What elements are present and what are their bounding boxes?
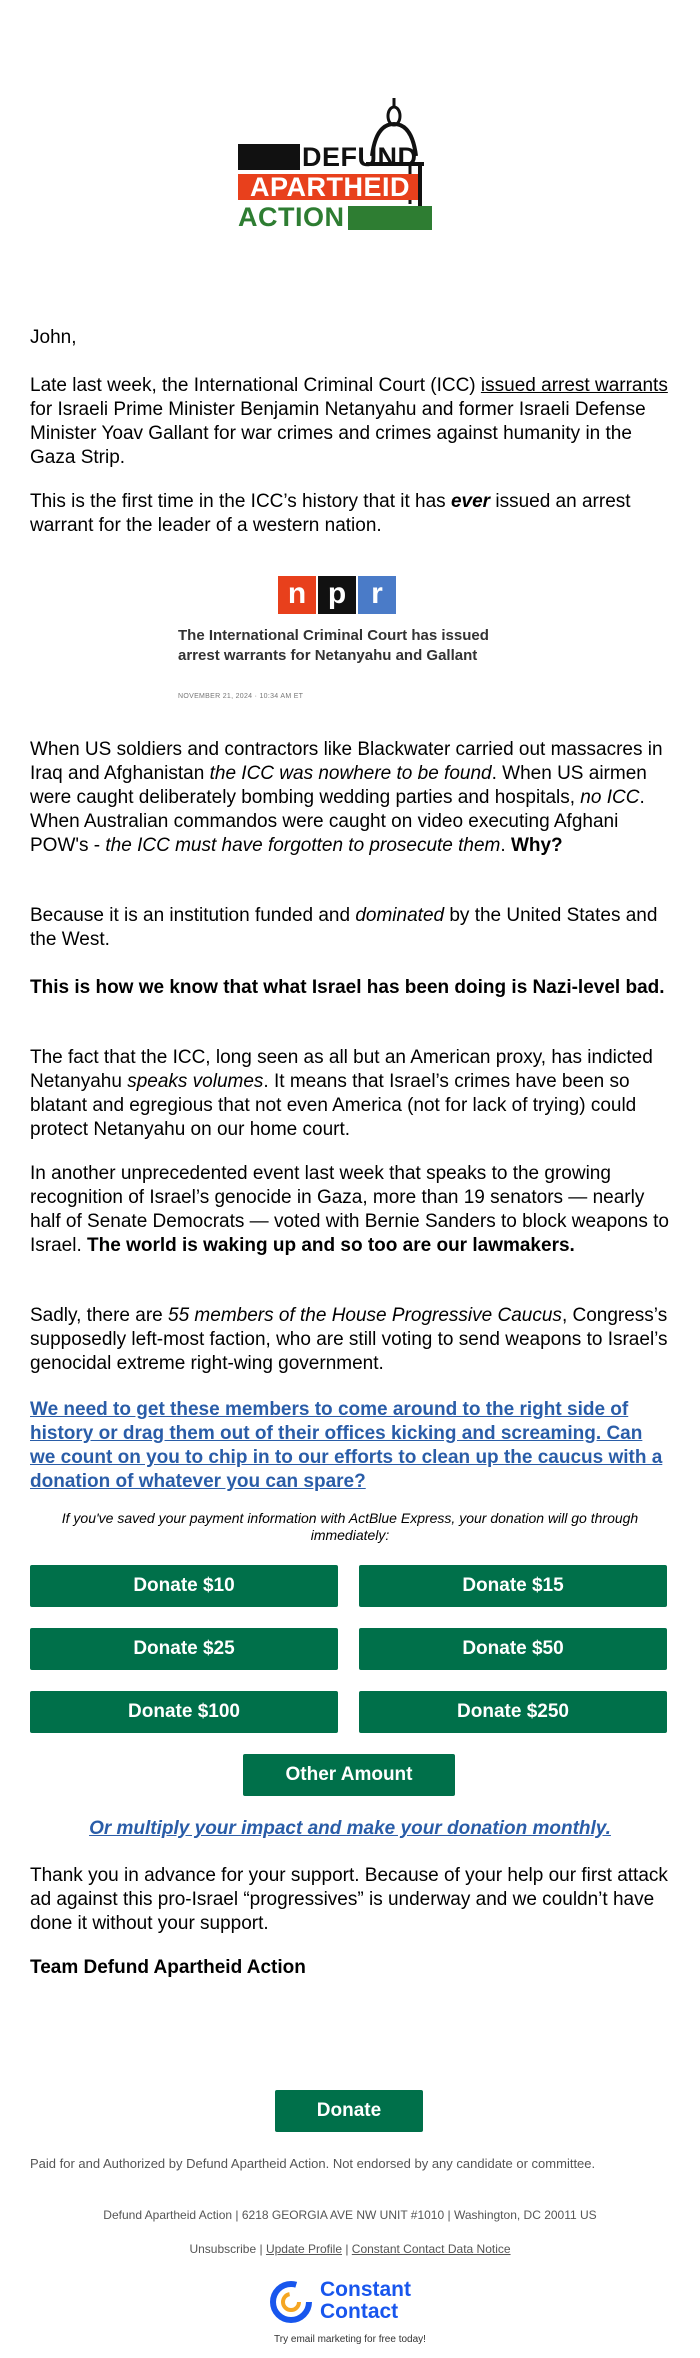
logo-bar-black bbox=[238, 144, 300, 170]
footer-links: Unsubscribe | Update Profile | Constant Contact Data Notice bbox=[189, 2242, 511, 2256]
constant-contact-swirl-icon bbox=[268, 2279, 314, 2325]
logo-word-action: ACTION bbox=[238, 202, 345, 232]
paragraph-nazi-level: This is how we know that what Israel has been doing is Nazi-level bad. bbox=[30, 977, 665, 998]
donate-main-button[interactable]: Donate bbox=[275, 2090, 423, 2132]
cta-paragraph bbox=[30, 1398, 670, 1494]
other-amount-button[interactable]: Other Amount bbox=[243, 1754, 455, 1796]
npr-letter-p: p bbox=[318, 576, 356, 614]
paragraph-thanks: Thank you in advance for your support. Because of your help our first attack ad against this pro-Israel “progressives” is underway and we couldn’t have done it without your support. bbox=[30, 1865, 668, 1934]
npr-logo bbox=[278, 576, 398, 614]
logo-word-defund: DEFUND bbox=[302, 142, 418, 172]
update-profile-link[interactable]: Update Profile bbox=[265, 2242, 342, 2256]
monthly-donation-row bbox=[30, 1818, 670, 1840]
constant-contact-logo[interactable] bbox=[268, 2277, 438, 2329]
donate-50-button[interactable]: Donate $50 bbox=[359, 1628, 667, 1670]
npr-letter-n: n bbox=[278, 576, 316, 614]
monthly-donation-link[interactable]: Or multiply your impact and make your donation monthly. bbox=[89, 1818, 611, 1839]
npr-letter-r: r bbox=[358, 576, 396, 614]
paragraph-indicted: The fact that the ICC, long seen as all but an American proxy, has indicted Netanyahu speaks volumes. It means that Israel’s crimes have been so blatant and egregious that not even America (not for lack of trying) could protect Netanyahu on our home court. bbox=[30, 1047, 653, 1140]
issued-arrest-warrants-link[interactable]: issued arrest warrants bbox=[480, 375, 668, 396]
npr-headline: The International Criminal Court has issued arrest warrants for Netanyahu and Gallant bbox=[178, 627, 489, 664]
paragraph-first-time: This is the first time in the ICC’s history that it has ever issued an arrest warrant for the leader of a western nation. bbox=[30, 491, 631, 536]
paid-for-disclaimer: Paid for and Authorized by Defund Apartheid Action. Not endorsed by any candidate or committee. bbox=[30, 2156, 596, 2171]
paragraph-progressive-caucus: Sadly, there are 55 members of the House Progressive Caucus, Congress’s supposedly left-most faction, who are still voting to send weapons to Israel’s genocidal extreme right-wing government. bbox=[30, 1305, 668, 1374]
npr-date: NOVEMBER 21, 2024 · 10:34 AM ET bbox=[178, 693, 304, 700]
data-notice-link[interactable]: Constant Contact Data Notice bbox=[351, 2242, 511, 2256]
paragraph-icc-warrants: Late last week, the International Criminal Court (ICC) issued arrest warrants for Israeli Prime Minister Benjamin Netanyahu and former Israeli Defense Minister Yoav Gallant for war crimes and crimes against humanity in the Gaza Strip. bbox=[30, 375, 668, 468]
footer-address: Defund Apartheid Action | 6218 GEORGIA AVE NW UNIT #1010 | Washington, DC 20011 US bbox=[103, 2208, 597, 2222]
defund-apartheid-logo bbox=[238, 96, 464, 236]
donate-100-button[interactable]: Donate $100 bbox=[30, 1691, 338, 1733]
donate-25-button[interactable]: Donate $25 bbox=[30, 1628, 338, 1670]
donate-250-button[interactable]: Donate $250 bbox=[359, 1691, 667, 1733]
greeting: John, bbox=[30, 327, 77, 348]
donation-cta-link[interactable]: We need to get these members to come around to the right side of history or drag them out of their offices kicking and screaming. Can we count on you to chip in to our efforts to clean up the caucus with a donation of whatever you can spare? bbox=[30, 1399, 663, 1492]
constant-contact-tagline: Try email marketing for free today! bbox=[274, 2334, 426, 2345]
paragraph-institution: Because it is an institution funded and dominated by the United States and the West. bbox=[30, 905, 658, 950]
paragraph-senators: In another unprecedented event last week that speaks to the growing recognition of Israel’s genocide in Gaza, more than 19 senators — nearly half of Senate Democrats — voted with Bernie Sanders to block weapons to Israel. The world is waking up and so too are our lawmakers. bbox=[30, 1163, 669, 1256]
actblue-express-note: If you've saved your payment information with ActBlue Express, your donation will go through immediately: bbox=[61, 1510, 639, 1543]
donate-10-button[interactable]: Donate $10 bbox=[30, 1565, 338, 1607]
donate-15-button[interactable]: Donate $15 bbox=[359, 1565, 667, 1607]
logo-word-apartheid: APARTHEID bbox=[250, 172, 411, 202]
paragraph-us-crimes: When US soldiers and contractors like Blackwater carried out massacres in Iraq and Afghanistan the ICC was nowhere to be found. When US airmen were caught deliberately bombing wedding parties and hospitals, no ICC. When Australian commandos were caught on video executing Afghani POW's - the ICC must have forgotten to prosecute them. Why? bbox=[30, 739, 663, 856]
constant-contact-wordmark: Constant Contact bbox=[320, 2278, 411, 2323]
npr-article-image[interactable] bbox=[178, 576, 518, 708]
unsubscribe-link[interactable]: Unsubscribe bbox=[189, 2242, 257, 2256]
signature: Team Defund Apartheid Action bbox=[30, 1957, 306, 1978]
logo-bar-green bbox=[348, 206, 432, 230]
